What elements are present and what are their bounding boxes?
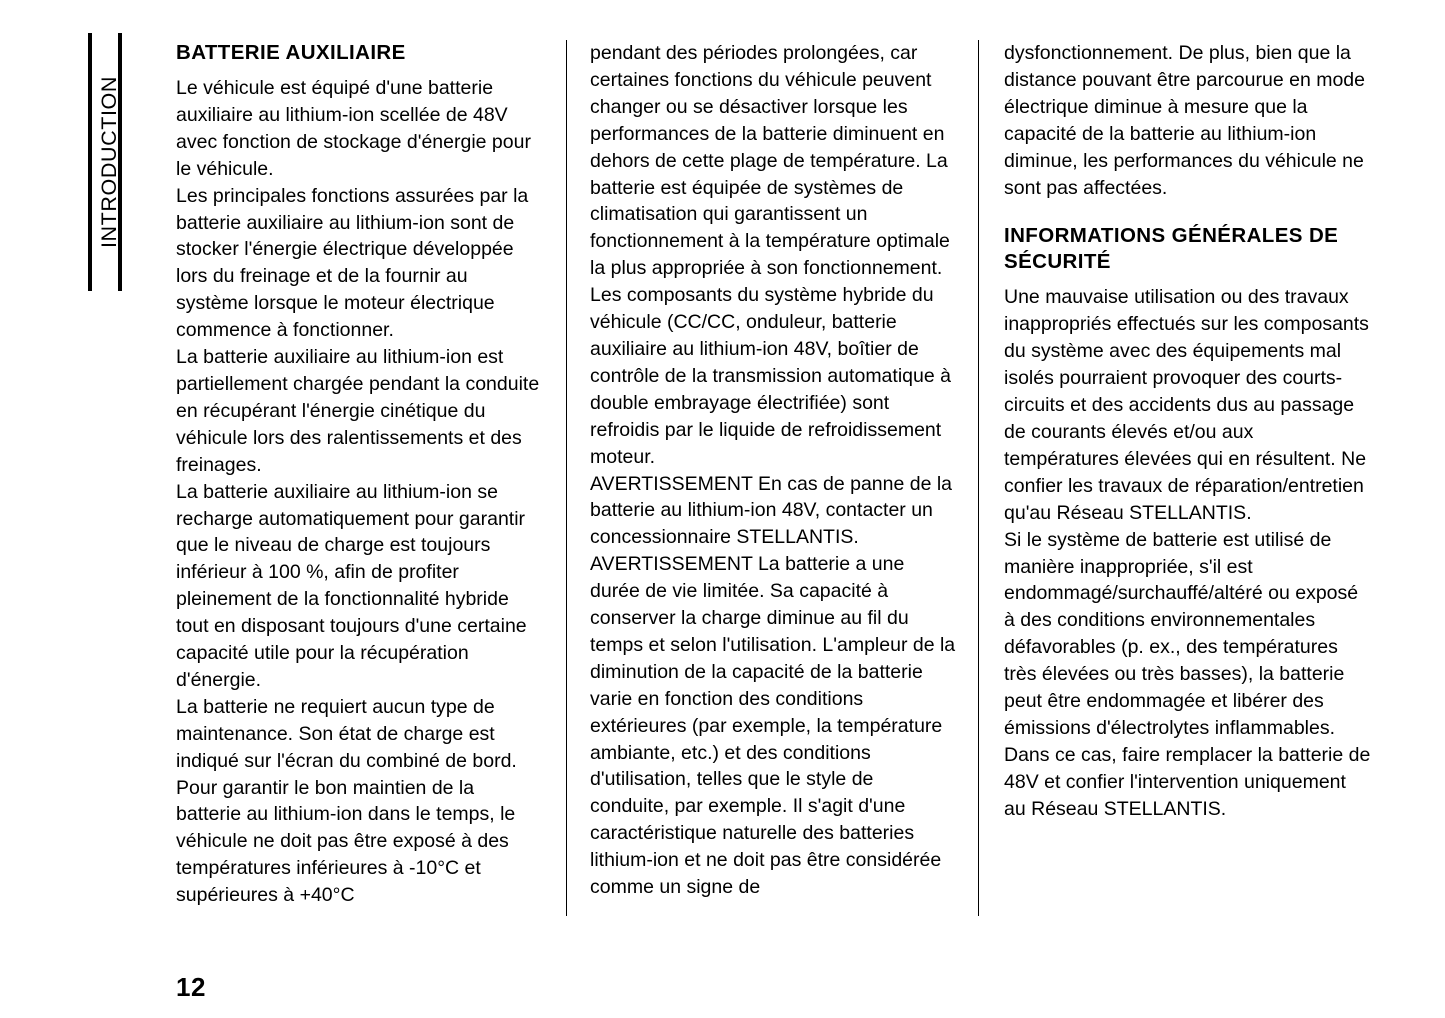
paragraph: Une mauvaise utilisation ou des travaux inappropriés effectués sur les composants du système avec des équipements mal isolés pourraient provoquer des courts-circuits et des accidents dus au passage de courants élevés et/ou aux températures élevées qui en résultent. Ne confier les travaux de réparation/entretien qu'au Réseau STELLANTIS.	[1004, 286, 1369, 524]
paragraph: Si le système de batterie est utilisé de manière inappropriée, s'il est endommagé/surchauffé/altéré ou exposé à des conditions environnementales défavorables (p. ex., des températures très élevées ou très basses), la batterie peut être endommagée et libérer des émissions d'électrolytes inflammables. Dans ce cas, faire remplacer la batterie de 48V et confier l'intervention uniquement au Réseau STELLANTIS.	[1004, 528, 1371, 820]
paragraph: Pour garantir le bon maintien de la batterie au lithium-ion dans le temps, le véhicule ne doit pas être exposé à des températures inférieures à -10°C et supérieures à +40°C	[176, 776, 516, 907]
paragraph: Les principales fonctions assurées par la batterie auxiliaire au lithium-ion sont de stocker l'énergie électrique développée lors du freinage et de la fournir au système lorsque le moteur électrique commence à fonctionner.	[176, 184, 529, 342]
paragraph: La batterie ne requiert aucun type de maintenance. Son état de charge est indiqué sur l'écran du combiné de bord.	[176, 695, 517, 772]
paragraph: Les composants du système hybride du véhicule (CC/CC, onduleur, batterie auxiliaire au lithium-ion 48V, boîtier de contrôle de la transmission automatique à double embrayage électrifiée) sont refroidis par le liquide de refroidissement moteur.	[590, 284, 951, 468]
column-one	[176, 40, 543, 920]
paragraph: Le véhicule est équipé d'une batterie auxiliaire au lithium-ion scellée de 48V avec fonction de stockage d'énergie pour le véhicule.	[176, 77, 531, 180]
paragraph: La batterie auxiliaire au lithium-ion se recharge automatiquement pour garantir que le niveau de charge est toujours inférieur à 100 %, afin de profiter pleinement de la fonctionnalité hybride tout en disposant toujours d'une certaine capacité utile pour la récupération d'énergie.	[176, 480, 527, 691]
column-divider-1	[566, 40, 567, 916]
paragraph: pendant des périodes prolongées, car certaines fonctions du véhicule peuvent changer ou se désactiver lorsque les performances de la batterie diminuent en dehors de cette plage de température. La batterie est équipée de systèmes de climatisation qui garantissent un fonctionnement à la température optimale la plus appropriée à son fonctionnement.	[590, 42, 950, 280]
section-tab	[88, 33, 122, 291]
column-three	[1004, 40, 1371, 920]
column-two	[590, 40, 957, 920]
page-columns	[176, 40, 1371, 920]
paragraph: La batterie auxiliaire au lithium-ion est partiellement chargée pendant la conduite en récupérant l'énergie cinétique du véhicule lors des ralentissements et des freinages.	[176, 346, 540, 476]
paragraph: AVERTISSEMENT La batterie a une durée de vie limitée. Sa capacité à conserver la charge diminue au fil du temps et selon l'utilisation. L'ampleur de la diminution de la capacité de la batterie varie en fonction des conditions extérieures (par exemple, la température ambiante, etc.) et des conditions d'utilisation, telles que le style de conduite, par exemple. Il s'agit d'une caractéristique naturelle des batteries lithium-ion et ne doit pas être considérée comme un signe de	[590, 553, 956, 899]
heading-batterie-auxiliaire: BATTERIE AUXILIAIRE	[176, 41, 406, 64]
heading-informations-generales-de-securite: INFORMATIONS GÉNÉRALES DE SÉCURITÉ	[1004, 224, 1339, 274]
paragraph: AVERTISSEMENT En cas de panne de la batterie au lithium-ion 48V, contacter un concessionnaire STELLANTIS.	[590, 472, 953, 549]
section-tab-label: INTRODUCTION	[97, 75, 121, 249]
paragraph: dysfonctionnement. De plus, bien que la distance pouvant être parcourue en mode électrique diminue à mesure que la capacité de la batterie au lithium-ion diminue, les performances du véhicule ne sont pas affectées.	[1004, 42, 1365, 199]
page-number: 12	[176, 972, 206, 1002]
column-divider-2	[978, 40, 979, 916]
